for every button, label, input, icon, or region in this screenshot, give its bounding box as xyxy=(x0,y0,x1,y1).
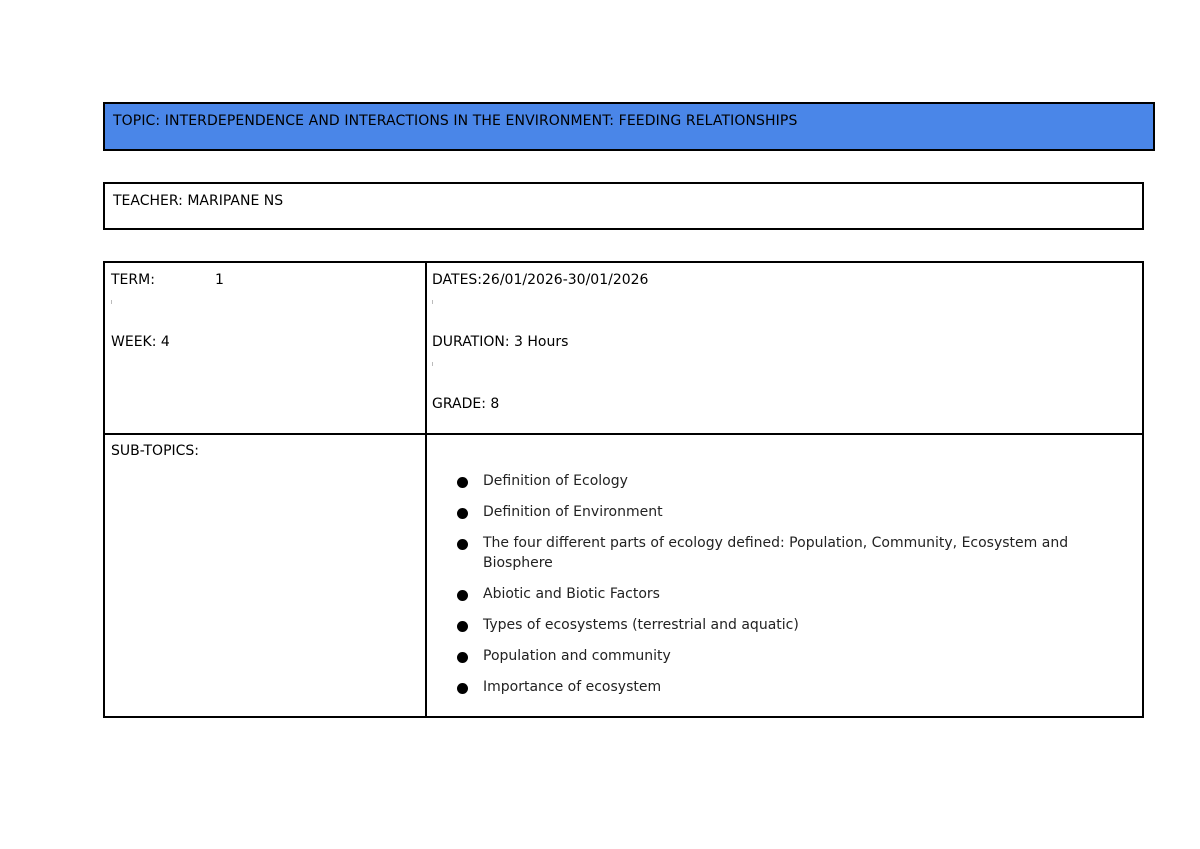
list-item: Definition of Ecology xyxy=(457,471,1117,491)
subtopics-list xyxy=(457,471,1117,708)
bullet-icon xyxy=(457,508,468,519)
list-item: Importance of ecosystem xyxy=(457,677,1117,697)
list-item: Definition of Environment xyxy=(457,502,1117,522)
week-text: WEEK: 4 xyxy=(111,334,170,350)
column-divider xyxy=(425,263,427,716)
bullet-icon xyxy=(457,683,468,694)
teacher-text: TEACHER: MARIPANE NS xyxy=(113,193,284,209)
empty-paragraph-mark xyxy=(432,300,433,304)
term-value: 1 xyxy=(215,272,224,288)
subtopics-label: SUB-TOPICS: xyxy=(111,443,200,459)
teacher-box xyxy=(103,182,1144,230)
grade-text: GRADE: 8 xyxy=(432,396,500,412)
list-item: The four different parts of ecology defined: Population, Community, Ecosystem and Biosphere xyxy=(457,533,1117,573)
topic-banner xyxy=(103,102,1155,151)
lesson-details-table xyxy=(103,261,1144,718)
dates-text: DATES:26/01/2026-30/01/2026 xyxy=(432,272,649,288)
list-item: Population and community xyxy=(457,646,1117,666)
list-item: Types of ecosystems (terrestrial and aquatic) xyxy=(457,615,1117,635)
list-item: Abiotic and Biotic Factors xyxy=(457,584,1117,604)
bullet-icon xyxy=(457,477,468,488)
empty-paragraph-mark xyxy=(111,300,112,304)
bullet-icon xyxy=(457,621,468,632)
bullet-icon xyxy=(457,590,468,601)
empty-paragraph-mark xyxy=(432,362,433,366)
row-divider xyxy=(105,433,1142,435)
duration-text: DURATION: 3 Hours xyxy=(432,334,569,350)
bullet-icon xyxy=(457,652,468,663)
topic-text: TOPIC: INTERDEPENDENCE AND INTERACTIONS IN THE ENVIRONMENT: FEEDING RELATIONSHIPS xyxy=(113,113,798,129)
term-label: TERM: xyxy=(111,272,155,288)
bullet-icon xyxy=(457,539,468,550)
